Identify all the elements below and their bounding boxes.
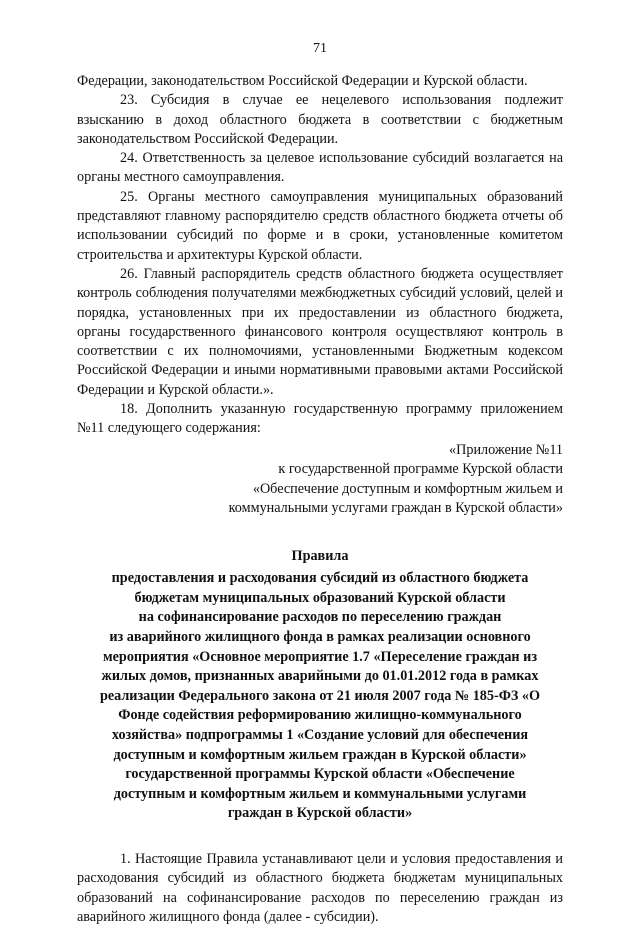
paragraph-26: 26. Главный распорядитель средств областного бюджета осуществляет контроль соблюдения получателями межбюджетных субсидий условий, целей и порядка, установленных при их предоставлении из областного бюджета, органы государственного финансового контроля осуществляют контроль в соответствии с их полномочиями, установленными Бюджетным кодексом Российской Федерации и иными нормативными правовыми актами Российской Федерации и Курской области.». [77,265,563,398]
paragraph-25: 25. Органы местного самоуправления муниципальных образований представляют главному распорядителю средств областного бюджета отчеты об использовании субсидий по форме и в сроки, установленные комитетом строительства и архитектуры Курской области. [77,188,563,263]
rules-title-line: граждан в Курской области» [227,805,413,822]
rules-title-line: жилых домов, признанных аварийными до 01.01.2012 года в рамках [101,668,539,685]
rules-title-line: предоставления и расходования субсидий из областного бюджета [111,570,529,587]
rules-title-line: реализации Федерального закона от 21 июля 2007 года № 185-ФЗ «О [99,687,541,704]
rules-title-line: мероприятия «Основное мероприятие 1.7 «Переселение граждан из [102,648,538,665]
appendix-line: «Приложение №11 [449,441,563,458]
paragraph-18: 18. Дополнить указанную государственную программу приложением №11 следующего содержания: [77,401,563,437]
paragraph-continuation: Федерации, законодательством Российской Федерации и Курской области. [77,73,528,89]
appendix-header [77,441,563,519]
rules-heading: Правила [291,547,349,564]
paragraph-24: 24. Ответственность за целевое использование субсидий возлагается на органы местного самоуправления. [77,150,563,186]
section-gap [77,824,563,850]
paragraph-rules-1: 1. Настоящие Правила устанавливают цели и условия предоставления и расходования субсидий из областного бюджета бюджетам муниципальных образований на софинансирование расходов по переселению граждан из аварийного жилищного фонда (далее - субсидии). [77,850,563,925]
rules-title-line: Фонде содействия реформированию жилищно-коммунального [118,707,522,724]
paragraph-23: 23. Субсидия в случае ее нецелевого использования подлежит взысканию в доход областного бюджета в соответствии с бюджетным законодательством Российской Федерации. [77,92,563,147]
rules-title-block [77,547,563,824]
appendix-line: коммунальными услугами граждан в Курской области» [228,500,563,517]
document-body [77,72,563,927]
rules-title-line: на софинансирование расходов по переселению граждан [138,609,502,626]
rules-title-line: бюджетам муниципальных образований Курской области [134,589,506,606]
rules-title-line: доступным и комфортным жильем граждан в Курской области» [113,746,527,763]
appendix-line: к государственной программе Курской области [278,461,563,478]
appendix-line: «Обеспечение доступным и комфортным жильем и [252,480,563,497]
rules-title-line: доступным и комфортным жильем и коммунальными услугами [113,785,527,802]
rules-title-line: государственной программы Курской области «Обеспечение [125,766,515,783]
rules-title-line: хозяйства» подпрограммы 1 «Создание условий для обеспечения [111,726,529,743]
page-number: 71 [313,41,327,56]
rules-title-line: из аварийного жилищного фонда в рамках реализации основного [109,629,531,646]
